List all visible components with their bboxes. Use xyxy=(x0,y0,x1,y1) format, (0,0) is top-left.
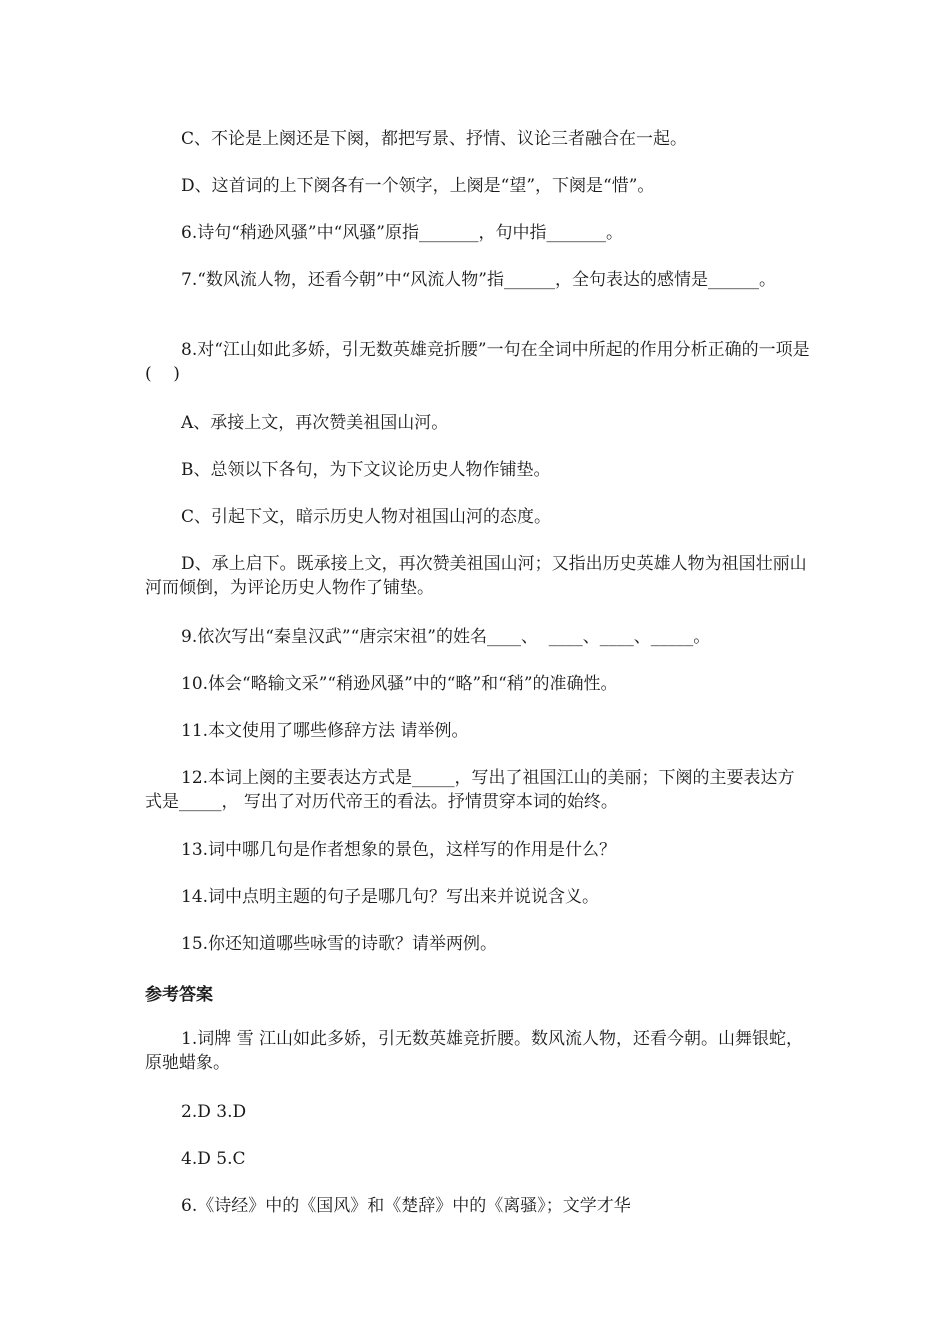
q8-option-b: B、总领以下各句，为下文议论历史人物作铺垫。 xyxy=(181,460,551,480)
question-10: 10.体会“略输文采”“稍逊风骚”中的“略”和“稍”的准确性。 xyxy=(181,674,618,694)
question-12: 12.本词上阕的主要表达方式是_____，写出了祖国江山的美丽；下阕的主要表达方式是_____， 写出了对历代帝王的看法。抒情贯穿本词的始终。 xyxy=(145,768,795,812)
answer-2-3: 2.D 3.D xyxy=(181,1102,247,1122)
question-9: 9.依次写出“秦皇汉武”“唐宗宋祖”的姓名____、 ____、____、_____。 xyxy=(181,627,711,647)
question-8: 8.对“江山如此多娇，引无数英雄竞折腰”一句在全词中所起的作用分析正确的一项是( ) xyxy=(145,340,810,384)
question-6: 6.诗句“稍逊风骚”中“风骚”原指_______，句中指_______。 xyxy=(181,223,623,243)
question-11: 11.本文使用了哪些修辞方法 请举例。 xyxy=(181,721,469,741)
answers-heading: 参考答案 xyxy=(145,985,213,1005)
answer-6: 6.《诗经》中的《国风》和《楚辞》中的《离骚》；文学才华 xyxy=(181,1196,631,1216)
answer-1: 1.词牌 雪 江山如此多娇，引无数英雄竞折腰。数风流人物，还看今朝。山舞银蛇，原驰蜡象。 xyxy=(145,1029,804,1073)
answer-4-5: 4.D 5.C xyxy=(181,1149,246,1169)
q8-option-a: A、承接上文，再次赞美祖国山河。 xyxy=(181,413,449,433)
q5-option-c: C、不论是上阕还是下阕，都把写景、抒情、议论三者融合在一起。 xyxy=(181,129,688,149)
q8-option-c: C、引起下文，暗示历史人物对祖国山河的态度。 xyxy=(181,507,552,527)
q8-option-d: D、承上启下。既承接上文，再次赞美祖国山河；又指出历史英雄人物为祖国壮丽山河而倾倒，为评论历史人物作了铺垫。 xyxy=(145,554,807,598)
question-13: 13.词中哪几句是作者想象的景色，这样写的作用是什么？ xyxy=(181,840,617,860)
question-7: 7.“数风流人物，还看今朝”中“风流人物”指______，全句表达的感情是______。 xyxy=(181,270,776,290)
question-14: 14.词中点明主题的句子是哪几句？写出来并说说含义。 xyxy=(181,887,600,907)
question-15: 15.你还知道哪些咏雪的诗歌？请举两例。 xyxy=(181,934,498,954)
q5-option-d: D、这首词的上下阕各有一个领字，上阕是“望”，下阕是“惜”。 xyxy=(181,176,655,196)
